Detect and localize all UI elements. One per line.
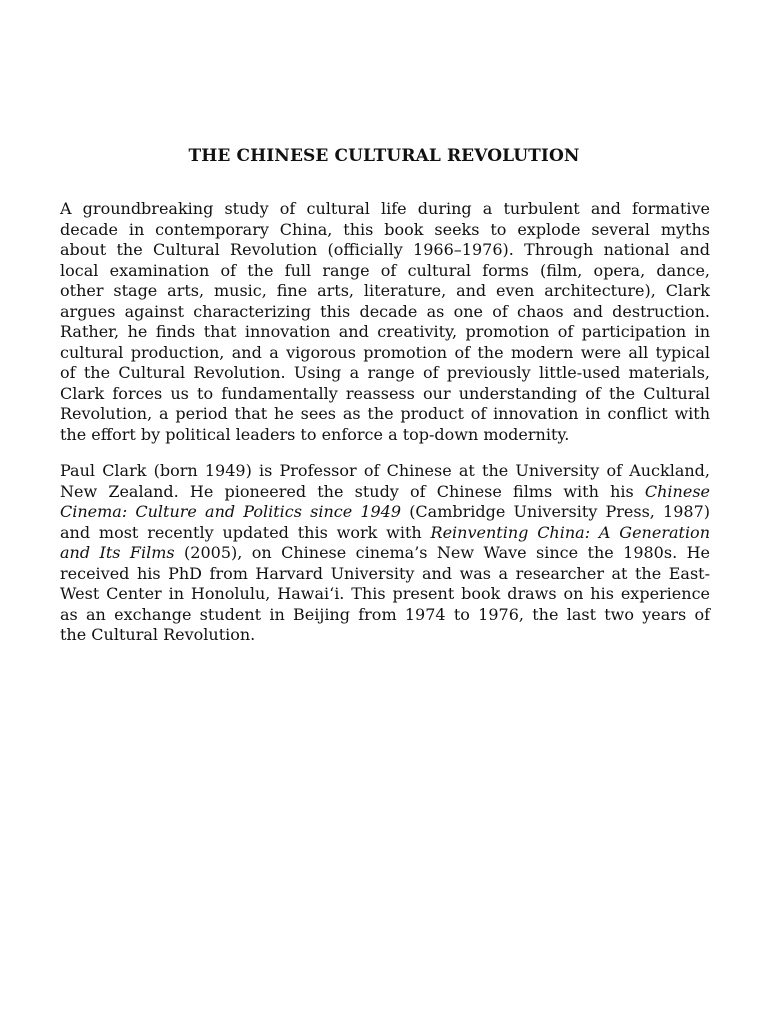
description-line: Revolution, a period that he sees as the product of innovation in conflict with	[60, 404, 710, 423]
bio-line	[60, 482, 710, 503]
description-line: A groundbreaking study of cultural life during a turbulent and formative	[60, 199, 710, 218]
bio-text: (2005), on Chinese cinema’s New Wave since the 1980s. He	[174, 543, 710, 562]
bio-text: and most recently updated this work with	[60, 522, 431, 542]
bio-line	[60, 502, 710, 523]
description-line: argues against characterizing this decade as one of chaos and destruction.	[60, 301, 710, 321]
bio-line	[60, 523, 710, 544]
description-line: about the Cultural Revolution (officially 1966–1976). Through national and	[60, 240, 710, 259]
bio-text: New Zealand. He pioneered the study of Chinese films with his	[60, 481, 645, 501]
author-bio	[60, 461, 710, 646]
description-line: local examination of the full range of cultural forms (film, opera, dance,	[60, 260, 710, 280]
bio-line: West Center in Honolulu, Hawai‘i. This present book draws on his experience	[60, 584, 710, 603]
bio-line: as an exchange student in Beijing from 1974 to 1976, the last two years of	[60, 604, 710, 624]
bio-line: the Cultural Revolution.	[60, 625, 256, 644]
bio-line	[60, 543, 710, 564]
book-description	[60, 199, 710, 445]
book-title-italic: Cinema: Culture and Politics since 1949	[60, 502, 402, 521]
description-line: cultural production, and a vigorous promotion of the modern were all typical	[60, 342, 710, 362]
book-title-italic: Chinese	[644, 481, 710, 501]
description-line: the effort by political leaders to enforce a top-down modernity.	[60, 424, 570, 444]
description-line: of the Cultural Revolution. Using a range of previously little-used materials,	[60, 363, 710, 382]
description-line: Clark forces us to fundamentally reassess our understanding of the Cultural	[60, 383, 710, 403]
bio-line: received his PhD from Harvard University and was a researcher at the East-	[60, 563, 710, 583]
description-line: decade in contemporary China, this book seeks to explode several myths	[60, 219, 710, 239]
bio-text: (Cambridge University Press, 1987)	[401, 502, 710, 521]
description-line: other stage arts, music, fine arts, literature, and even architecture), Clark	[60, 281, 710, 300]
book-title-italic: and Its Films	[60, 543, 175, 562]
description-line: Rather, he finds that innovation and creativity, promotion of participation in	[60, 322, 710, 341]
book-title-italic: Reinventing China: A Generation	[430, 522, 710, 542]
page-title: THE CHINESE CULTURAL REVOLUTION	[188, 146, 580, 166]
bio-line: Paul Clark (born 1949) is Professor of Chinese at the University of Auckland,	[60, 461, 710, 480]
